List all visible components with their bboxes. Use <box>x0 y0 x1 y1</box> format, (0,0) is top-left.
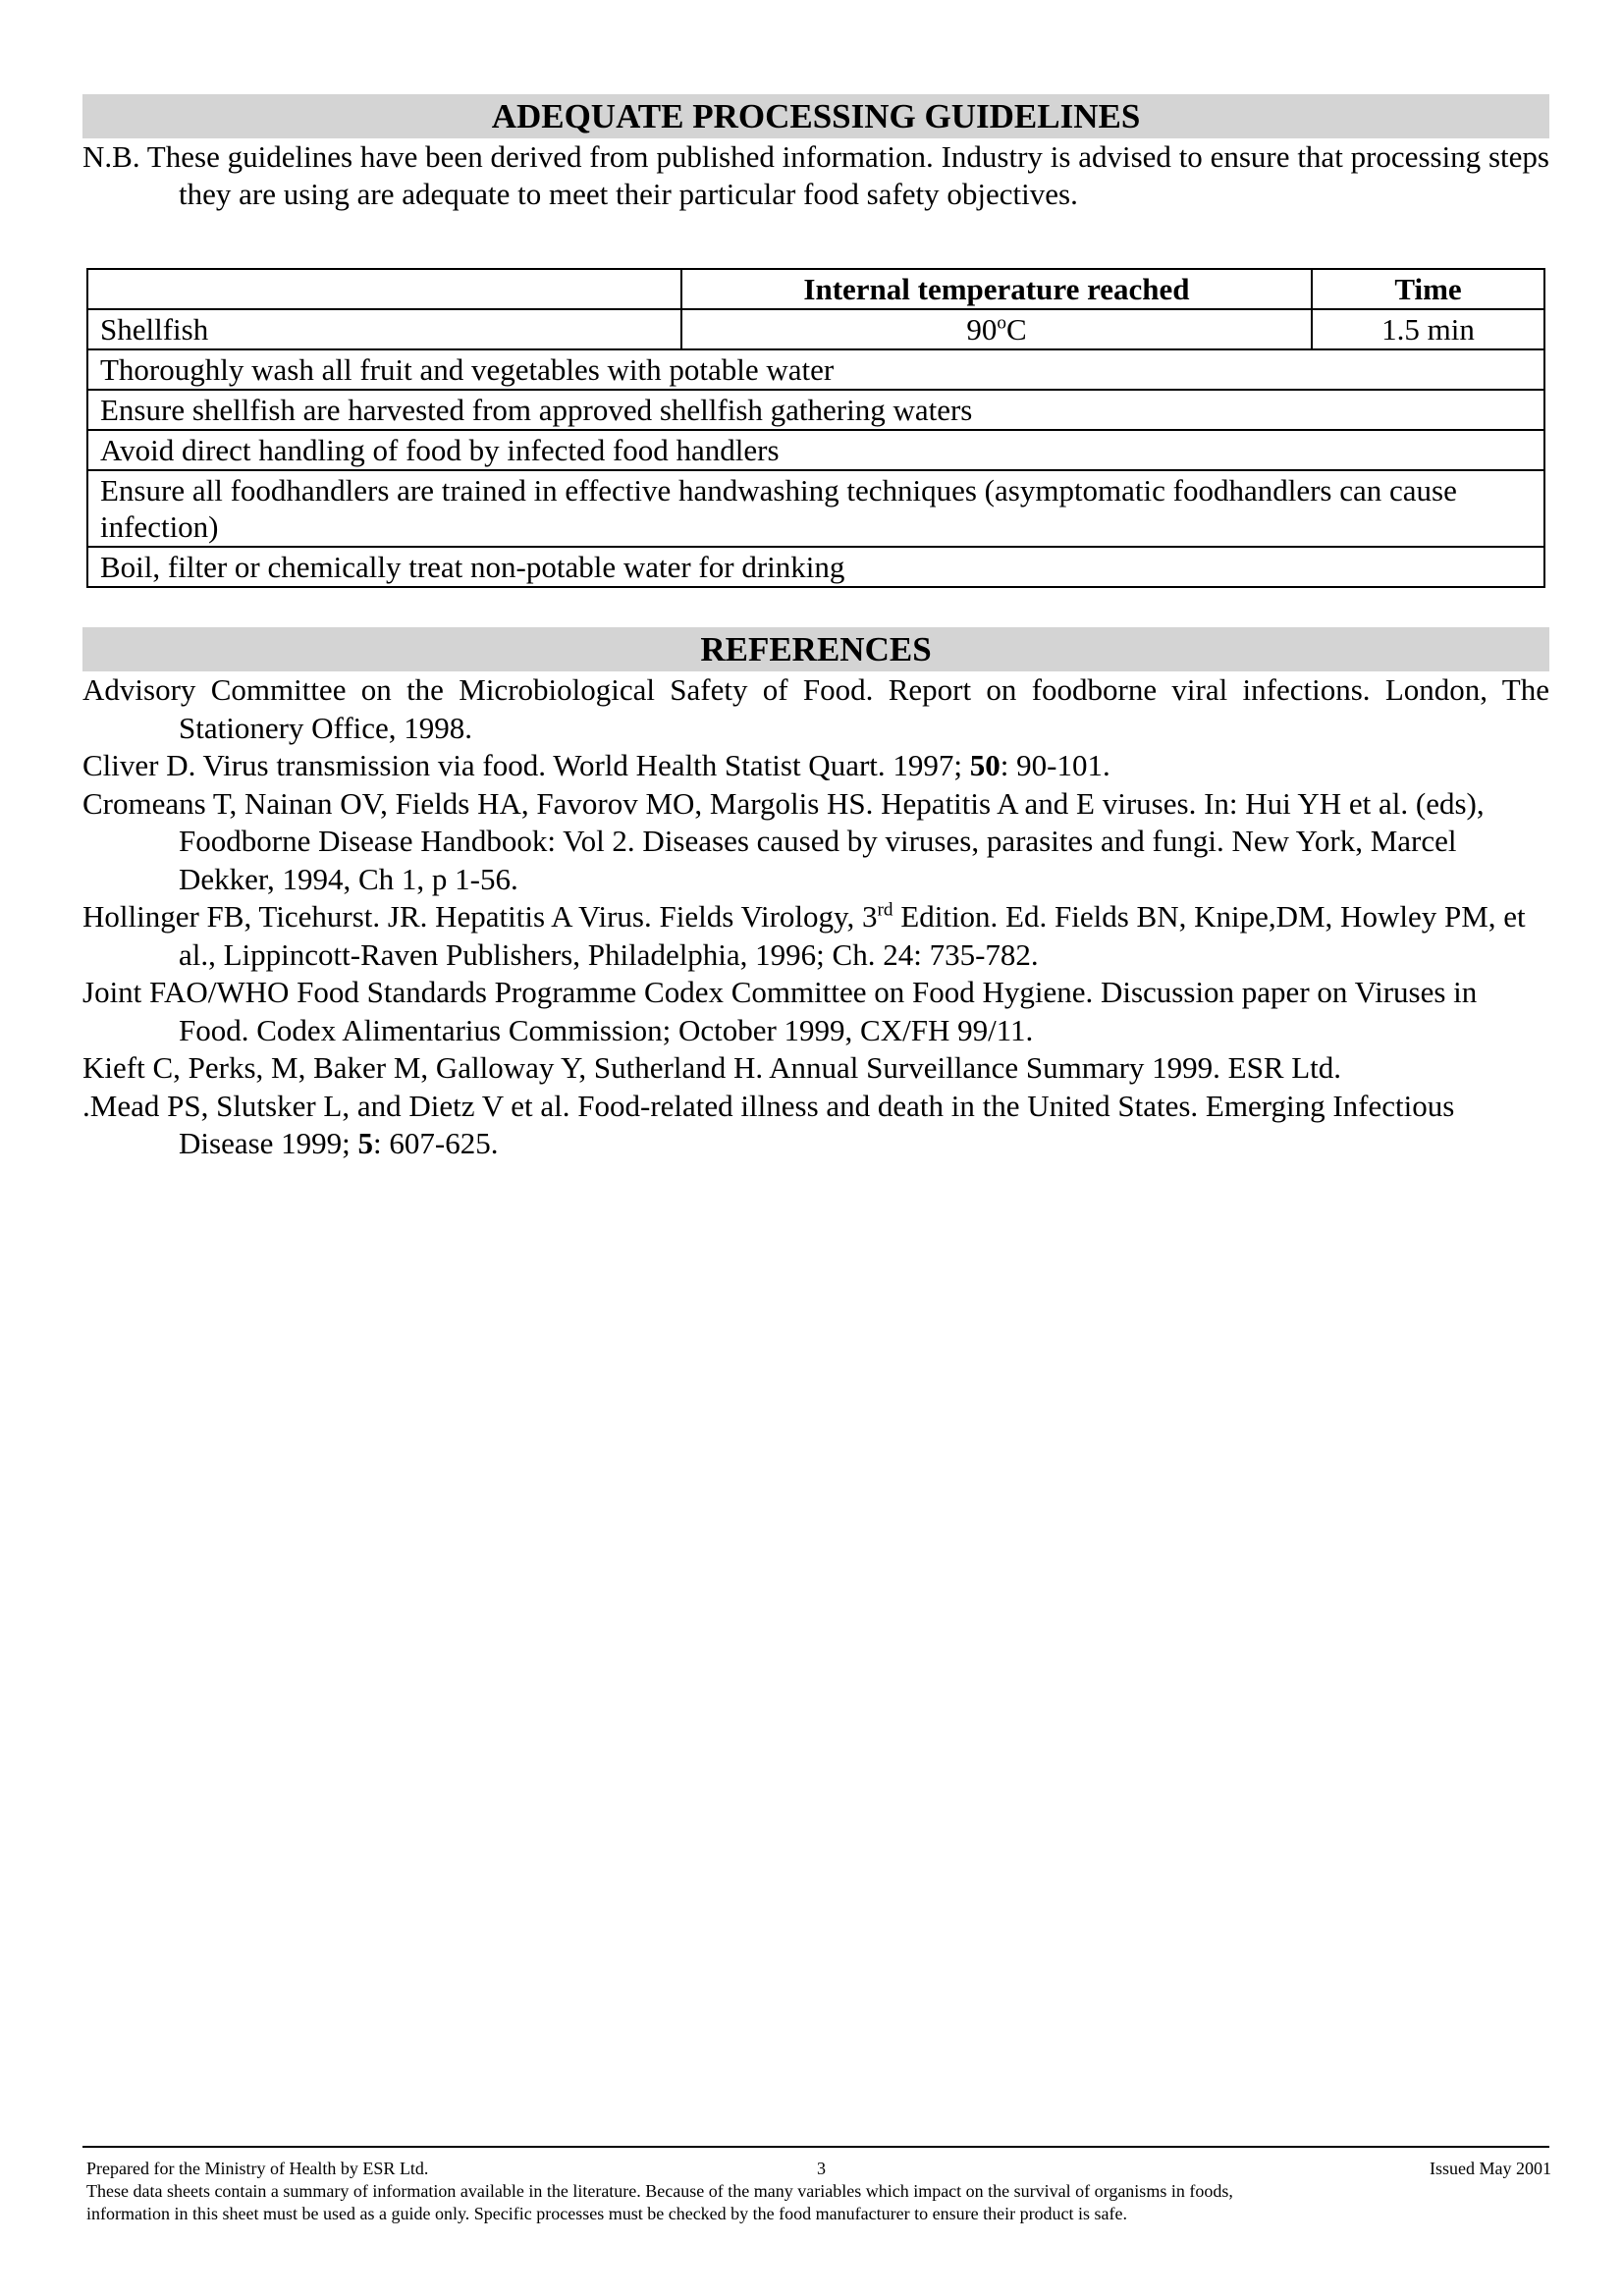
reference-text: .Mead PS, Slutsker L, and Dietz V et al. Food-related illness and death in the United States. Emerging Infectious Disease 1999; <box>82 1088 1455 1160</box>
reference-list <box>82 671 1549 1163</box>
guidelines-note: N.B. These guidelines have been derived from published information. Industry is advised to ensure that processing steps they are using are adequate to meet their particular food safety objectives. <box>82 139 1549 211</box>
reference-item: Advisory Committee on the Microbiological Safety of Food. Report on foodborne viral infections. London, The Stationery Office, 1998. <box>82 672 1549 745</box>
reference-pages: : 90-101. <box>1000 748 1110 782</box>
table-row <box>87 430 1544 470</box>
page-number: 3 <box>817 2159 826 2178</box>
page-footer <box>86 2158 1551 2225</box>
temperature-value: 90 <box>966 312 998 347</box>
footer-issued-date: Issued May 2001 <box>1430 2159 1551 2178</box>
table-header-row <box>87 269 1544 309</box>
degree-sign: o <box>997 312 1006 334</box>
footer-prepared-by: Prepared for the Ministry of Health by ESR Ltd. <box>86 2159 429 2178</box>
reference-item <box>82 747 1549 785</box>
references-heading: REFERENCES <box>82 627 1549 671</box>
time-header: Time <box>1312 269 1544 309</box>
reference-item: Joint FAO/WHO Food Standards Programme Codex Committee on Food Hygiene. Discussion paper on Viruses in Food. Codex Alimentarius Commission; October 1999, CX/FH 99/11. <box>82 975 1478 1047</box>
reference-volume: 50 <box>969 748 1001 782</box>
shellfish-label: Shellfish <box>87 309 681 349</box>
footer-disclaimer-line: These data sheets contain a summary of information available in the literature. Because of the many variables which impact on the survival of organisms in foods, <box>86 2181 1233 2201</box>
table-row <box>87 547 1544 587</box>
reference-volume: 5 <box>357 1126 374 1160</box>
reference-item <box>82 898 1549 974</box>
reference-text: Cliver D. Virus transmission via food. World Health Statist Quart. 1997; <box>82 748 970 782</box>
edition-suffix: rd <box>877 899 893 921</box>
table-row <box>87 390 1544 430</box>
guideline-handwashing: Ensure all foodhandlers are trained in effective handwashing techniques (asymptomatic foodhandlers can cause infection) <box>87 470 1544 547</box>
reference-pages: : 607-625. <box>373 1126 499 1160</box>
shellfish-temperature <box>681 309 1312 349</box>
table-row <box>87 349 1544 390</box>
shellfish-row <box>87 309 1544 349</box>
reference-item <box>82 1088 1549 1163</box>
reference-item: Kieft C, Perks, M, Baker M, Galloway Y, Sutherland H. Annual Surveillance Summary 1999. ESR Ltd. <box>82 1050 1342 1085</box>
footer-disclaimer-line: information in this sheet must be used as a guide only. Specific processes must be checked by the food manufacturer to ensure their product is safe. <box>86 2204 1128 2223</box>
guideline-avoid-handling: Avoid direct handling of food by infected food handlers <box>87 430 1544 470</box>
processing-table <box>86 268 1545 588</box>
temperature-unit: C <box>1005 312 1027 347</box>
reference-text: Edition. Ed. Fields BN, Knipe,DM, Howley PM, et al., Lippincott-Raven Publishers, Philadelphia, 1996; Ch. 24: 735-782. <box>179 899 1526 972</box>
temperature-header: Internal temperature reached <box>681 269 1312 309</box>
reference-item: Cromeans T, Nainan OV, Fields HA, Favorov MO, Margolis HS. Hepatitis A and E viruses. In: Hui YH et al. (eds), Foodborne Disease Handbook: Vol 2. Diseases caused by viruses, parasites and fungi. New York, Marcel Dekker, 1994, Ch 1, p 1-56. <box>82 785 1485 896</box>
guideline-treat-water: Boil, filter or chemically treat non-potable water for drinking <box>87 547 1544 587</box>
footer-divider <box>82 2146 1549 2148</box>
footer-top-row <box>86 2158 1551 2180</box>
guideline-wash-produce: Thoroughly wash all fruit and vegetables with potable water <box>87 349 1544 390</box>
processing-guidelines-heading: ADEQUATE PROCESSING GUIDELINES <box>82 94 1549 138</box>
reference-text: Hollinger FB, Ticehurst. JR. Hepatitis A Virus. Fields Virology, 3 <box>82 899 878 934</box>
guideline-approved-waters: Ensure shellfish are harvested from approved shellfish gathering waters <box>87 390 1544 430</box>
document-page <box>82 94 1549 1163</box>
empty-header-cell <box>87 269 681 309</box>
shellfish-time: 1.5 min <box>1312 309 1544 349</box>
table-row <box>87 470 1544 547</box>
